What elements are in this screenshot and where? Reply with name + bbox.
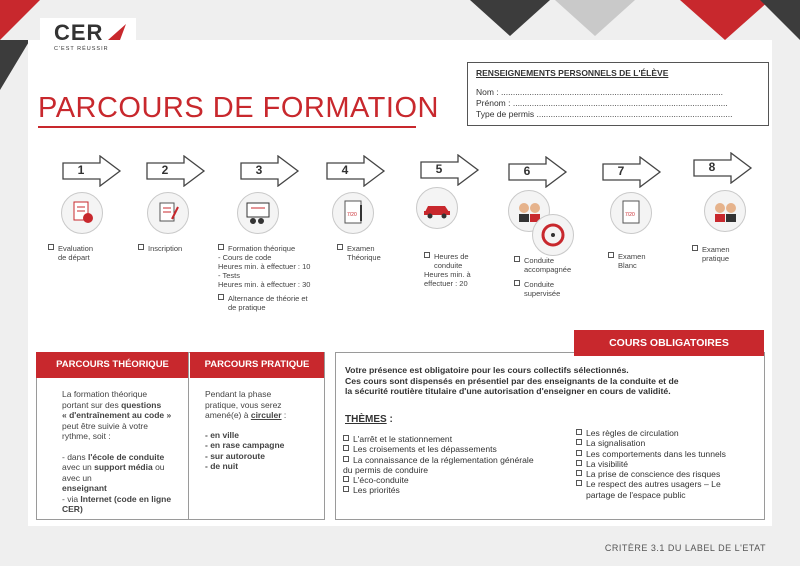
step-4-circle (332, 192, 374, 234)
themes-list-left (343, 434, 573, 496)
checkbox-icon (514, 280, 520, 286)
checkbox-icon (218, 244, 224, 250)
checkbox-icon (138, 244, 144, 250)
checkbox-icon[interactable] (576, 480, 582, 486)
nom-field[interactable]: Nom : .............................................................................................. (476, 87, 724, 97)
checkbox-icon[interactable] (576, 460, 582, 466)
logo (40, 18, 136, 64)
checkbox-icon[interactable] (343, 456, 349, 462)
theme-item: La prise de conscience des risques (576, 469, 766, 479)
footer-label: CRITÈRE 3.1 DU LABEL DE L'ETAT (604, 543, 766, 553)
theme-item: Les priorités (343, 485, 573, 495)
step-6-circle-b (532, 214, 574, 256)
step-5-text: Heures de conduite Heures min. à effectuer : 20 (424, 252, 471, 288)
step-7-text: Examen Blanc (608, 252, 646, 270)
checkbox-icon[interactable] (343, 445, 349, 451)
checkbox-icon[interactable] (576, 429, 582, 435)
step-6-arrow (508, 156, 568, 184)
checkbox-icon[interactable] (343, 476, 349, 482)
theme-item: La connaissance de la réglementation générale (343, 455, 573, 465)
checkbox-icon (424, 252, 430, 258)
checkbox-icon[interactable] (343, 435, 349, 441)
step-number: 8 (708, 160, 716, 174)
checkbox-icon[interactable] (576, 470, 582, 476)
steering-wheel-icon (533, 215, 573, 255)
car-icon (417, 188, 457, 228)
step-4-arrow (326, 155, 386, 183)
step-3-text: Formation théorique - Cours de code Heures min. à effectuer : 10 - Tests Heures min. à effectuer : 30 Alternance de théorie et de pratique (218, 244, 311, 312)
step-number: 5 (435, 162, 443, 176)
practical-exam-icon (705, 191, 745, 231)
svg-text:7/20: 7/20 (625, 212, 635, 218)
parcours-pratique-header: PARCOURS PRATIQUE (190, 352, 324, 378)
inscription-icon (148, 193, 188, 233)
step-7-circle (610, 192, 652, 234)
step-1-text: Evaluation de départ (48, 244, 93, 262)
theme-item: La visibilité (576, 459, 766, 469)
corner-triangle-top-right-dark (760, 0, 800, 40)
exam-theory-icon (333, 193, 373, 233)
step-4-text: Examen Théorique (337, 244, 381, 262)
corner-triangle-top-right-gray (555, 0, 635, 36)
evaluation-icon (62, 193, 102, 233)
logo-tagline: C'EST RÉUSSIR (54, 46, 109, 52)
theme-item: L'éco-conduite (343, 475, 573, 485)
checkbox-icon[interactable] (343, 486, 349, 492)
logo-word: CER (54, 20, 104, 45)
step-7-arrow (602, 156, 662, 184)
theme-item: du permis de conduire (343, 464, 429, 475)
theme-item: La signalisation (576, 438, 766, 448)
blank-exam-icon (611, 193, 651, 233)
theme-item: L'arrêt et le stationnement (343, 434, 573, 444)
step-number: 6 (523, 164, 531, 178)
parcours-pratique-text: Pendant la phase pratique, vous serez amené(e) à circuler : - en ville - en rase campagne - sur autoroute - de nuit (205, 389, 287, 471)
step-8-arrow (693, 152, 753, 180)
step-number: 7 (617, 164, 625, 178)
checkbox-icon[interactable] (576, 450, 582, 456)
checkbox-icon (48, 244, 54, 250)
cours-obligatoires-header: COURS OBLIGATOIRES (574, 330, 764, 356)
title-underline (38, 126, 416, 128)
checkbox-icon (608, 252, 614, 258)
step-3-arrow (240, 155, 300, 183)
step-number: 3 (255, 163, 263, 177)
parcours-theorique-header: PARCOURS THÉORIQUE (36, 352, 189, 378)
corner-triangle-top-right-red (680, 0, 770, 40)
step-8-circle (704, 190, 746, 232)
page-title: PARCOURS DE FORMATION (38, 92, 439, 124)
logo-swoosh-icon (106, 22, 128, 42)
code-training-icon (238, 193, 278, 233)
prenom-field[interactable]: Prénom : ........................................................................................... (476, 98, 728, 108)
cours-obligatoires-intro: Votre présence est obligatoire pour les cours collectifs sélectionnés. Ces cours sont dispensés en présentiel par des enseignants de la conduite et de la sécurité routière titulaire d'une autorisation d'enseigner en cours de validité. (345, 365, 679, 396)
step-6-text: Conduite accompagnée Conduite supervisée (514, 256, 571, 298)
theme-item: partage de l'espace public (586, 489, 686, 500)
checkbox-icon (337, 244, 343, 250)
checkbox-icon (514, 256, 520, 262)
svg-text:7/20: 7/20 (347, 212, 357, 218)
themes-label: THÈMES : (345, 414, 393, 425)
step-2-circle (147, 192, 189, 234)
step-2-arrow (146, 155, 206, 183)
theme-item: Les croisements et les dépassements (343, 444, 573, 454)
step-1-circle (61, 192, 103, 234)
corner-triangle-top-mid (470, 0, 550, 36)
step-8-text: Examen pratique (692, 245, 730, 263)
student-info-box (467, 62, 769, 126)
theme-item: Le respect des autres usagers – Le (576, 479, 766, 489)
permis-field[interactable]: Type de permis ................................................................................... (476, 109, 733, 119)
step-number: 2 (161, 163, 169, 177)
theme-item: Les règles de circulation (576, 428, 766, 438)
step-number: 1 (77, 163, 85, 177)
step-3-circle (237, 192, 279, 234)
themes-list-right (576, 428, 766, 500)
step-2-text: Inscription (138, 244, 182, 253)
parcours-theorique-text: La formation théorique portant sur des questions « d'entraînement au code » peut être suivie à votre rythme, soit : - dans l'école de conduite avec un support média ou avec un enseignant - via Internet (code en ligne CER) (62, 389, 172, 514)
corner-triangle-top-left (0, 0, 40, 40)
step-5-circle (416, 187, 458, 229)
corner-triangle-top-left-dark (0, 40, 30, 90)
step-number: 4 (341, 163, 349, 177)
checkbox-icon (218, 294, 224, 300)
student-info-heading: RENSEIGNEMENTS PERSONNELS DE L'ÉLÈVE (476, 68, 669, 78)
checkbox-icon[interactable] (576, 439, 582, 445)
step-1-arrow (62, 155, 122, 183)
step-5-arrow (420, 154, 480, 182)
checkbox-icon (692, 245, 698, 251)
theme-item: Les comportements dans les tunnels (576, 449, 766, 459)
